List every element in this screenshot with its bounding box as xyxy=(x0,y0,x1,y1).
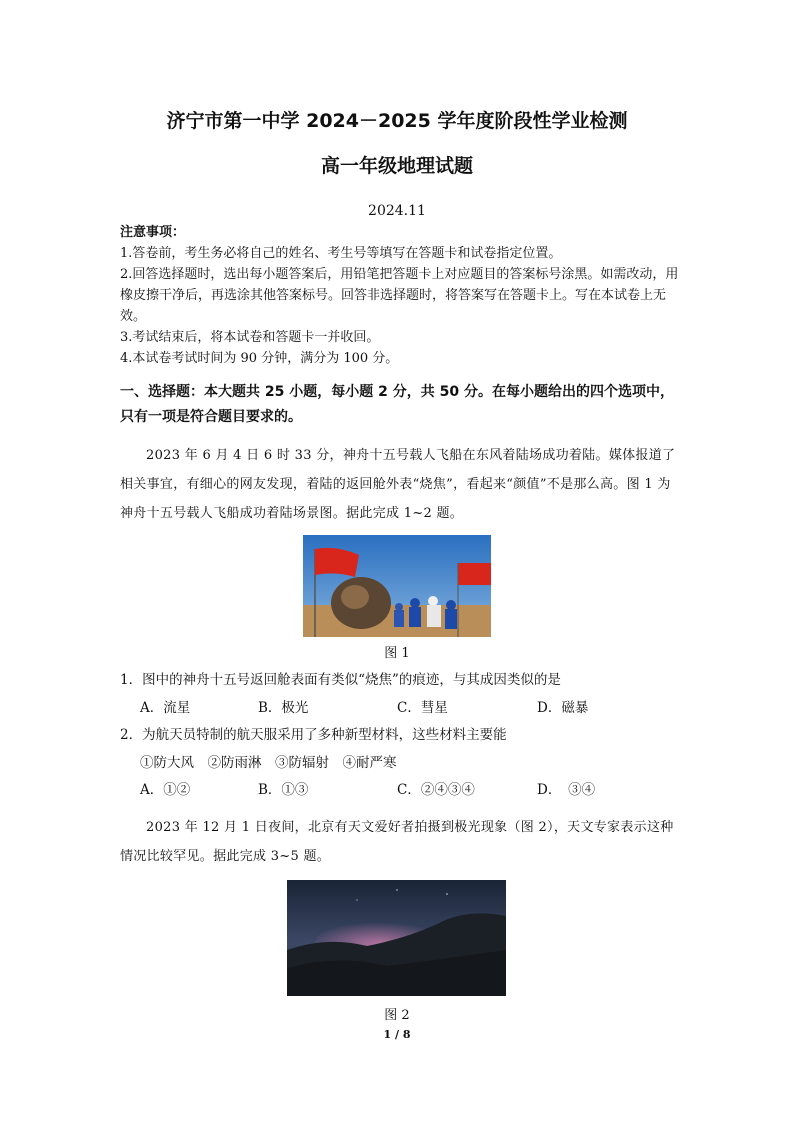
figure-2-caption: 图 2 xyxy=(384,1008,410,1023)
notice-item-1: 1.答卷前，考生务必将自己的姓名、考生号等填写在答题卡和试卷指定位置。 xyxy=(120,246,562,261)
q1-option-c: C．彗星 xyxy=(397,700,448,716)
q2-option-c: C．②④③④ xyxy=(397,782,475,798)
figure-1-caption: 图 1 xyxy=(384,646,410,661)
q2-option-d: D． ③④ xyxy=(537,782,596,798)
question-2-stem: 2．为航天员特制的航天服采用了多种新型材料，这些材料主要能 xyxy=(120,727,507,743)
page-number: 1 / 8 xyxy=(383,1028,411,1041)
q1-option-b: B．极光 xyxy=(258,700,309,716)
q2-option-b: B．①③ xyxy=(258,782,309,798)
q2-statements: ①防大风 ②防雨淋 ③防辐射 ④耐严寒 xyxy=(140,755,397,771)
exam-title: 济宁市第一中学 2024－2025 学年度阶段性学业检测 xyxy=(166,110,628,132)
section-heading: 一、选择题：本大题共 25 小题，每小题 2 分，共 50 分。在每小题给出的四个选项中，只有一项是符合题目要求的。 xyxy=(120,384,674,425)
landing-photo xyxy=(303,535,491,637)
question-1-stem: 1．图中的神舟十五号返回舱表面有类似“烧焦”的痕迹，与其成因类似的是 xyxy=(120,672,561,688)
aurora-photo xyxy=(287,880,506,996)
exam-subtitle: 高一年级地理试题 xyxy=(320,155,473,177)
notice-heading: 注意事项： xyxy=(120,225,186,240)
notice-item-4: 4.本试卷考试时间为 90 分钟，满分为 100 分。 xyxy=(120,351,399,366)
notice-item-2: 2.回答选择题时，选出每小题答案后，用铅笔把答题卡上对应题目的答案标号涂黑。如需改动，用橡皮擦干净后，再选涂其他答案标号。回答非选择题时，将答案写在答题卡上。写在本试卷上无效。 xyxy=(120,267,679,324)
q1-option-a: A．流星 xyxy=(140,700,191,716)
passage-2: 2023 年 12 月 1 日夜间，北京有天文爱好者拍摄到极光现象（图 2），天文专家表示这种情况比较罕见。据此完成 3~5 题。 xyxy=(120,820,674,864)
exam-date: 2024.11 xyxy=(368,203,426,219)
q1-option-d: D．磁暴 xyxy=(537,700,589,716)
q2-option-a: A．①② xyxy=(140,782,191,798)
notice-item-3: 3.考试结束后，将本试卷和答题卡一并收回。 xyxy=(120,330,380,345)
passage-1: 2023 年 6 月 4 日 6 时 33 分，神舟十五号载人飞船在东风着陆场成功着陆。媒体报道了相关事宜，有细心的网友发现，着陆的返回舱外表“烧焦”，看起来“颜值”不是那么高。图 1 为神舟十五号载人飞船成功着陆场景图。据此完成 1~2 题。 xyxy=(120,448,676,521)
